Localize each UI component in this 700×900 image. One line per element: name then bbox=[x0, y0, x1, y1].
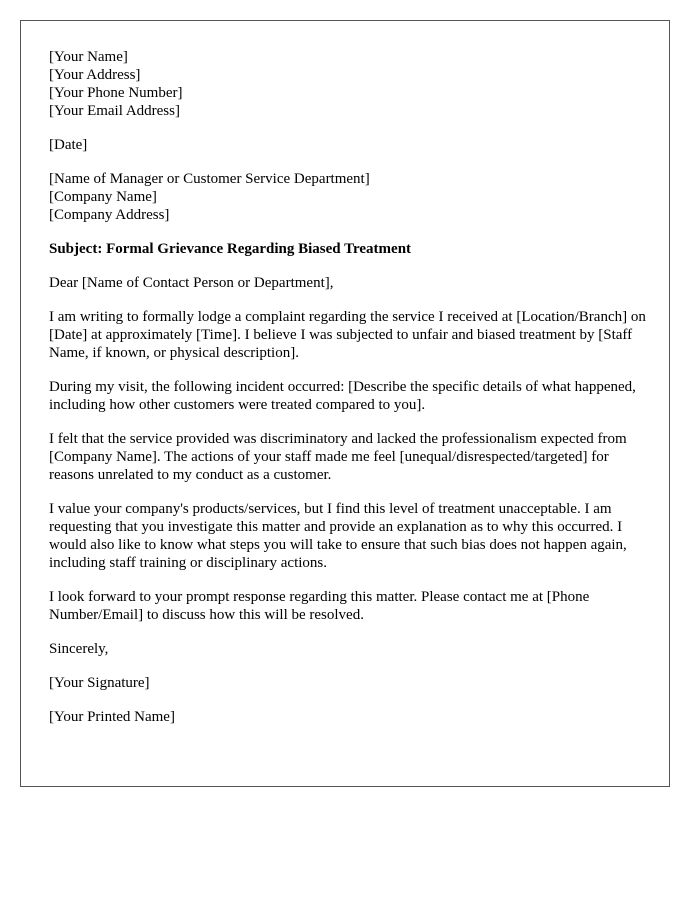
sender-address: [Your Address] bbox=[49, 67, 141, 83]
letter-date: [Date] bbox=[49, 137, 88, 153]
date-block bbox=[49, 136, 649, 154]
closing: Sincerely, bbox=[49, 641, 109, 657]
printed-name: [Your Printed Name] bbox=[49, 709, 175, 725]
body-paragraph-3: I felt that the service provided was discriminatory and lacked the professionalism expected from [Company Name]. The actions of your staff made me feel [unequal/disrespected/targeted] for reasons unrelated to my conduct as a customer. bbox=[49, 431, 627, 483]
body-paragraph-5: I look forward to your prompt response regarding this matter. Please contact me at [Phone Number/Email] to discuss how this will be resolved. bbox=[49, 589, 590, 623]
body-paragraph-1: I am writing to formally lodge a complaint regarding the service I received at [Location/Branch] on [Date] at approximately [Time]. I believe I was subjected to unfair and biased treatment by [Staff Name, if known, or physical description]. bbox=[49, 309, 646, 361]
recipient-company: [Company Name] bbox=[49, 189, 157, 205]
recipient-address: [Company Address] bbox=[49, 207, 170, 223]
recipient-name: [Name of Manager or Customer Service Department] bbox=[49, 171, 370, 187]
salutation: Dear [Name of Contact Person or Department], bbox=[49, 275, 334, 291]
subject-line: Subject: Formal Grievance Regarding Biased Treatment bbox=[49, 241, 412, 257]
sender-block bbox=[49, 48, 649, 120]
recipient-block bbox=[49, 170, 649, 224]
signature: [Your Signature] bbox=[49, 675, 150, 691]
body-paragraph-2: During my visit, the following incident occurred: [Describe the specific details of what happened, including how other customers were treated compared to you]. bbox=[49, 379, 636, 413]
letter bbox=[20, 20, 670, 787]
sender-name: [Your Name] bbox=[49, 49, 128, 65]
body-paragraph-4: I value your company's products/services, but I find this level of treatment unacceptable. I am requesting that you investigate this matter and provide an explanation as to why this occurred. I would also like to know what steps you will take to ensure that such bias does not happen again, including staff training or disciplinary actions. bbox=[49, 501, 627, 571]
sender-phone: [Your Phone Number] bbox=[49, 85, 183, 101]
sender-email: [Your Email Address] bbox=[49, 103, 180, 119]
